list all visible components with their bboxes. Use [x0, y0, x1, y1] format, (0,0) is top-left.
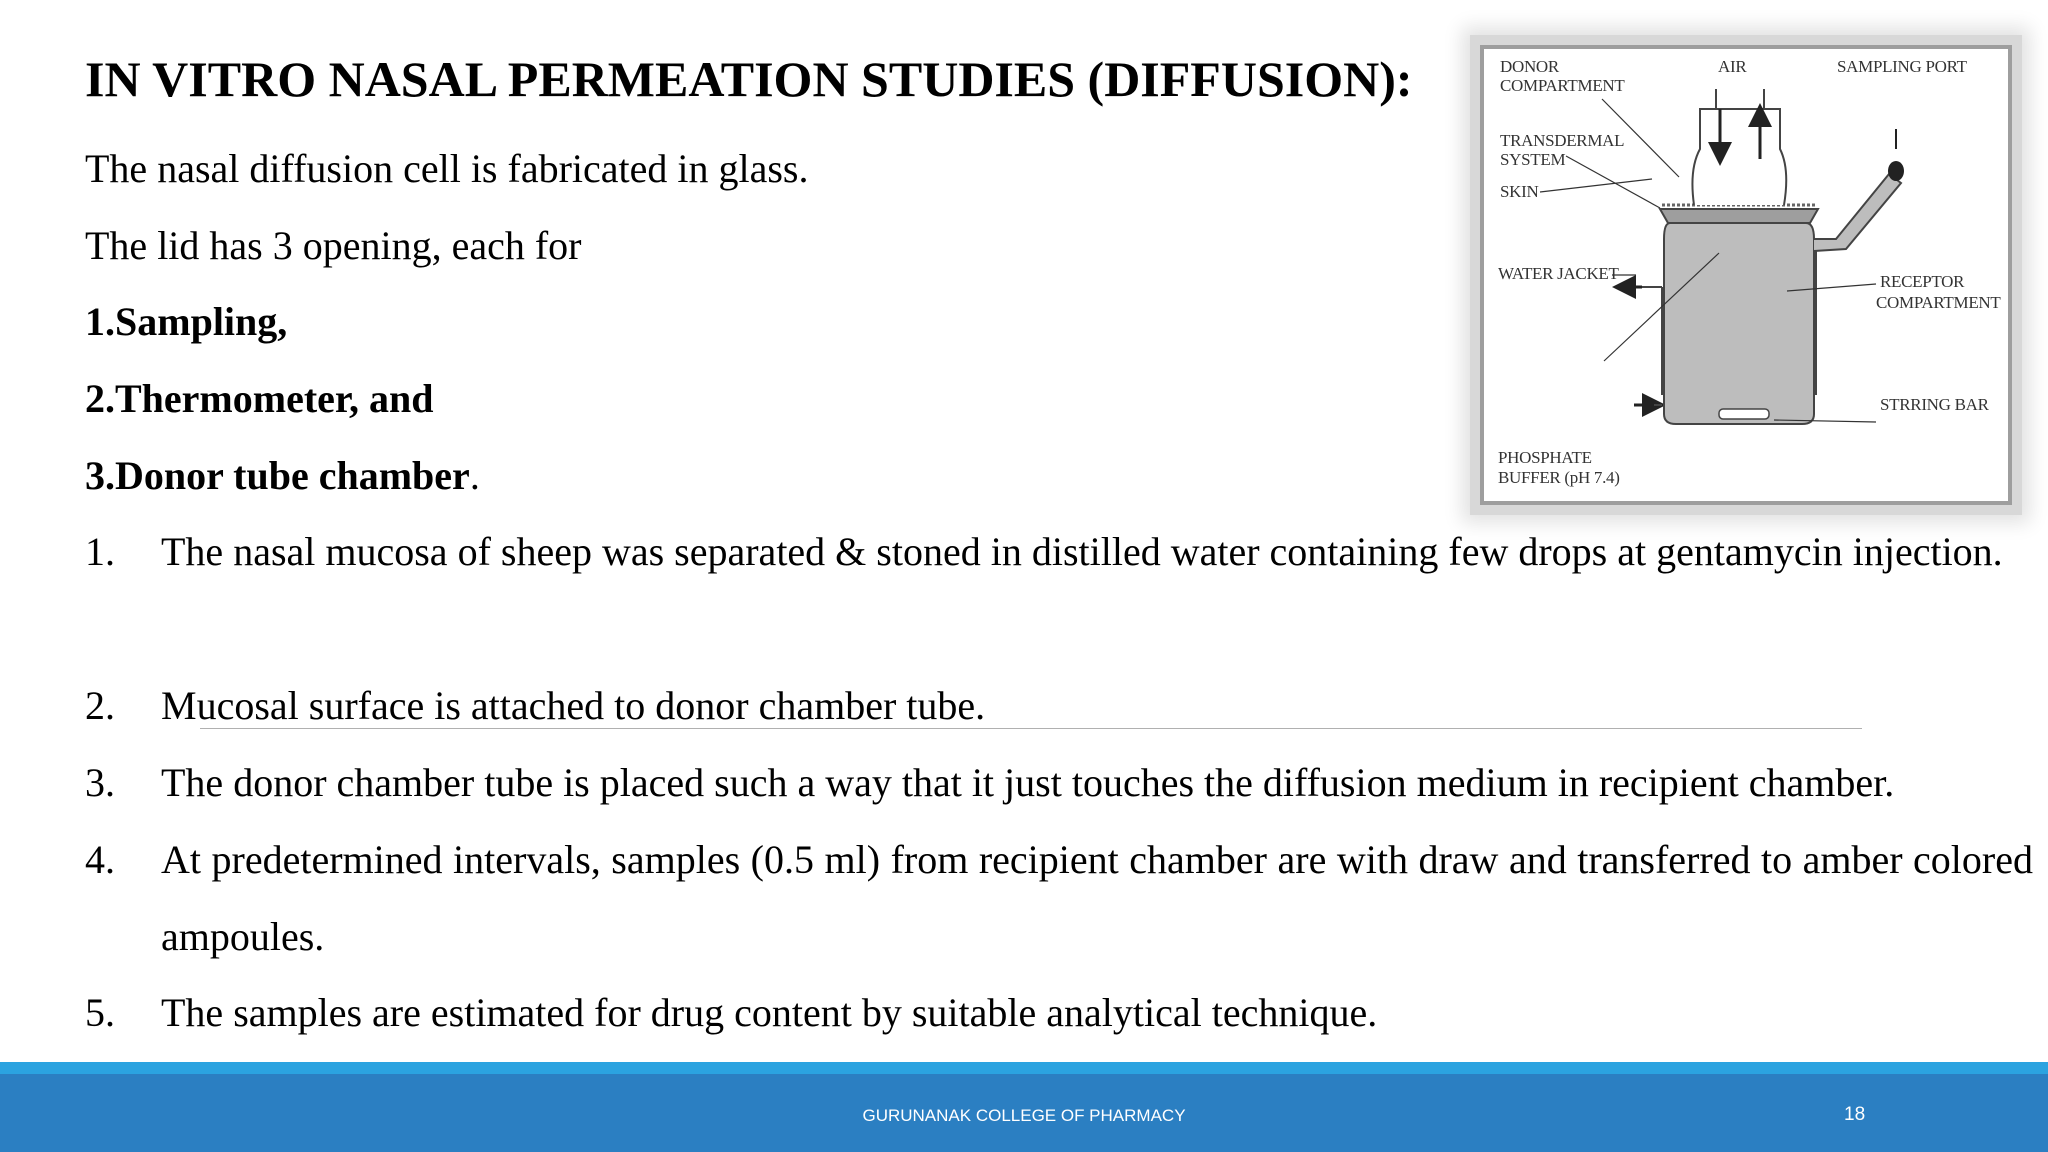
sampling-port-cap [1888, 161, 1904, 181]
label-stirring-bar: STRRING BAR [1880, 395, 1989, 414]
label-transdermal-1: TRANSDERMAL [1500, 131, 1625, 150]
slide-page-number: 18 [1844, 1104, 1866, 1125]
label-buffer-1: PHOSPHATE [1498, 448, 1592, 467]
step-text-2: Mucosal surface is attached to donor chamber tube. [161, 683, 986, 728]
footer-college-name: GURUNANAK COLLEGE OF PHARMACY [862, 1106, 1186, 1125]
step-number-1: 1. [85, 529, 115, 574]
step-text-5: The samples are estimated for drug content by suitable analytical technique. [161, 990, 1378, 1035]
step-number-5: 5. [85, 990, 115, 1035]
label-air: AIR [1718, 57, 1747, 76]
receptor-compartment-shape [1664, 223, 1814, 424]
opening-item-tail: . [469, 453, 480, 498]
opening-item-thermometer: 2.Thermometer, and [85, 376, 434, 421]
step-number-2: 2. [85, 683, 115, 728]
stirring-bar-shape [1719, 409, 1769, 419]
label-skin: SKIN [1500, 182, 1539, 201]
divider-line [200, 728, 1862, 729]
label-donor-2: COMPARTMENT [1500, 76, 1625, 95]
step-text-3: The donor chamber tube is placed such a way that it just touches the diffusion medium in recipient chamber. [161, 760, 1895, 805]
step-number-3: 3. [85, 760, 115, 805]
opening-item-donor-tube-label: 3.Donor tube chamber [85, 453, 470, 498]
footer-accent-stripe [0, 1062, 2048, 1074]
donor-tube [1716, 89, 1764, 109]
label-buffer-2: BUFFER (pH 7.4) [1498, 468, 1620, 487]
opening-item-donor-tube [85, 452, 480, 500]
intro-line-1: The nasal diffusion cell is fabricated in glass. [85, 146, 809, 191]
label-receptor-1: RECEPTOR [1880, 272, 1965, 291]
label-donor-1: DONOR [1500, 57, 1559, 76]
diffusion-cell-figure [1480, 45, 2012, 505]
diffusion-cell-diagram [1484, 49, 2008, 501]
label-receptor-2: COMPARTMENT [1876, 293, 2001, 312]
slide-title: IN VITRO NASAL PERMEATION STUDIES (DIFFUSION): [85, 51, 1413, 107]
transdermal-system-shape [1660, 209, 1818, 223]
step-number-4: 4. [85, 837, 115, 882]
donor-compartment-shape [1692, 109, 1786, 205]
sampling-port-tube [1814, 174, 1901, 251]
label-transdermal-2: SYSTEM [1500, 150, 1566, 169]
label-sampling-port: SAMPLING PORT [1837, 57, 1967, 76]
label-water-jacket: WATER JACKET [1498, 264, 1619, 283]
step-text-4: At predetermined intervals, samples (0.5 ml) from recipient chamber are with draw and transferred to amber colored ampoules. [161, 837, 2033, 959]
opening-item-sampling: 1.Sampling, [85, 299, 288, 344]
step-text-1: The nasal mucosa of sheep was separated & stoned in distilled water containing few drops at gentamycin injection. [161, 529, 2003, 574]
intro-line-2: The lid has 3 opening, each for [85, 223, 582, 268]
